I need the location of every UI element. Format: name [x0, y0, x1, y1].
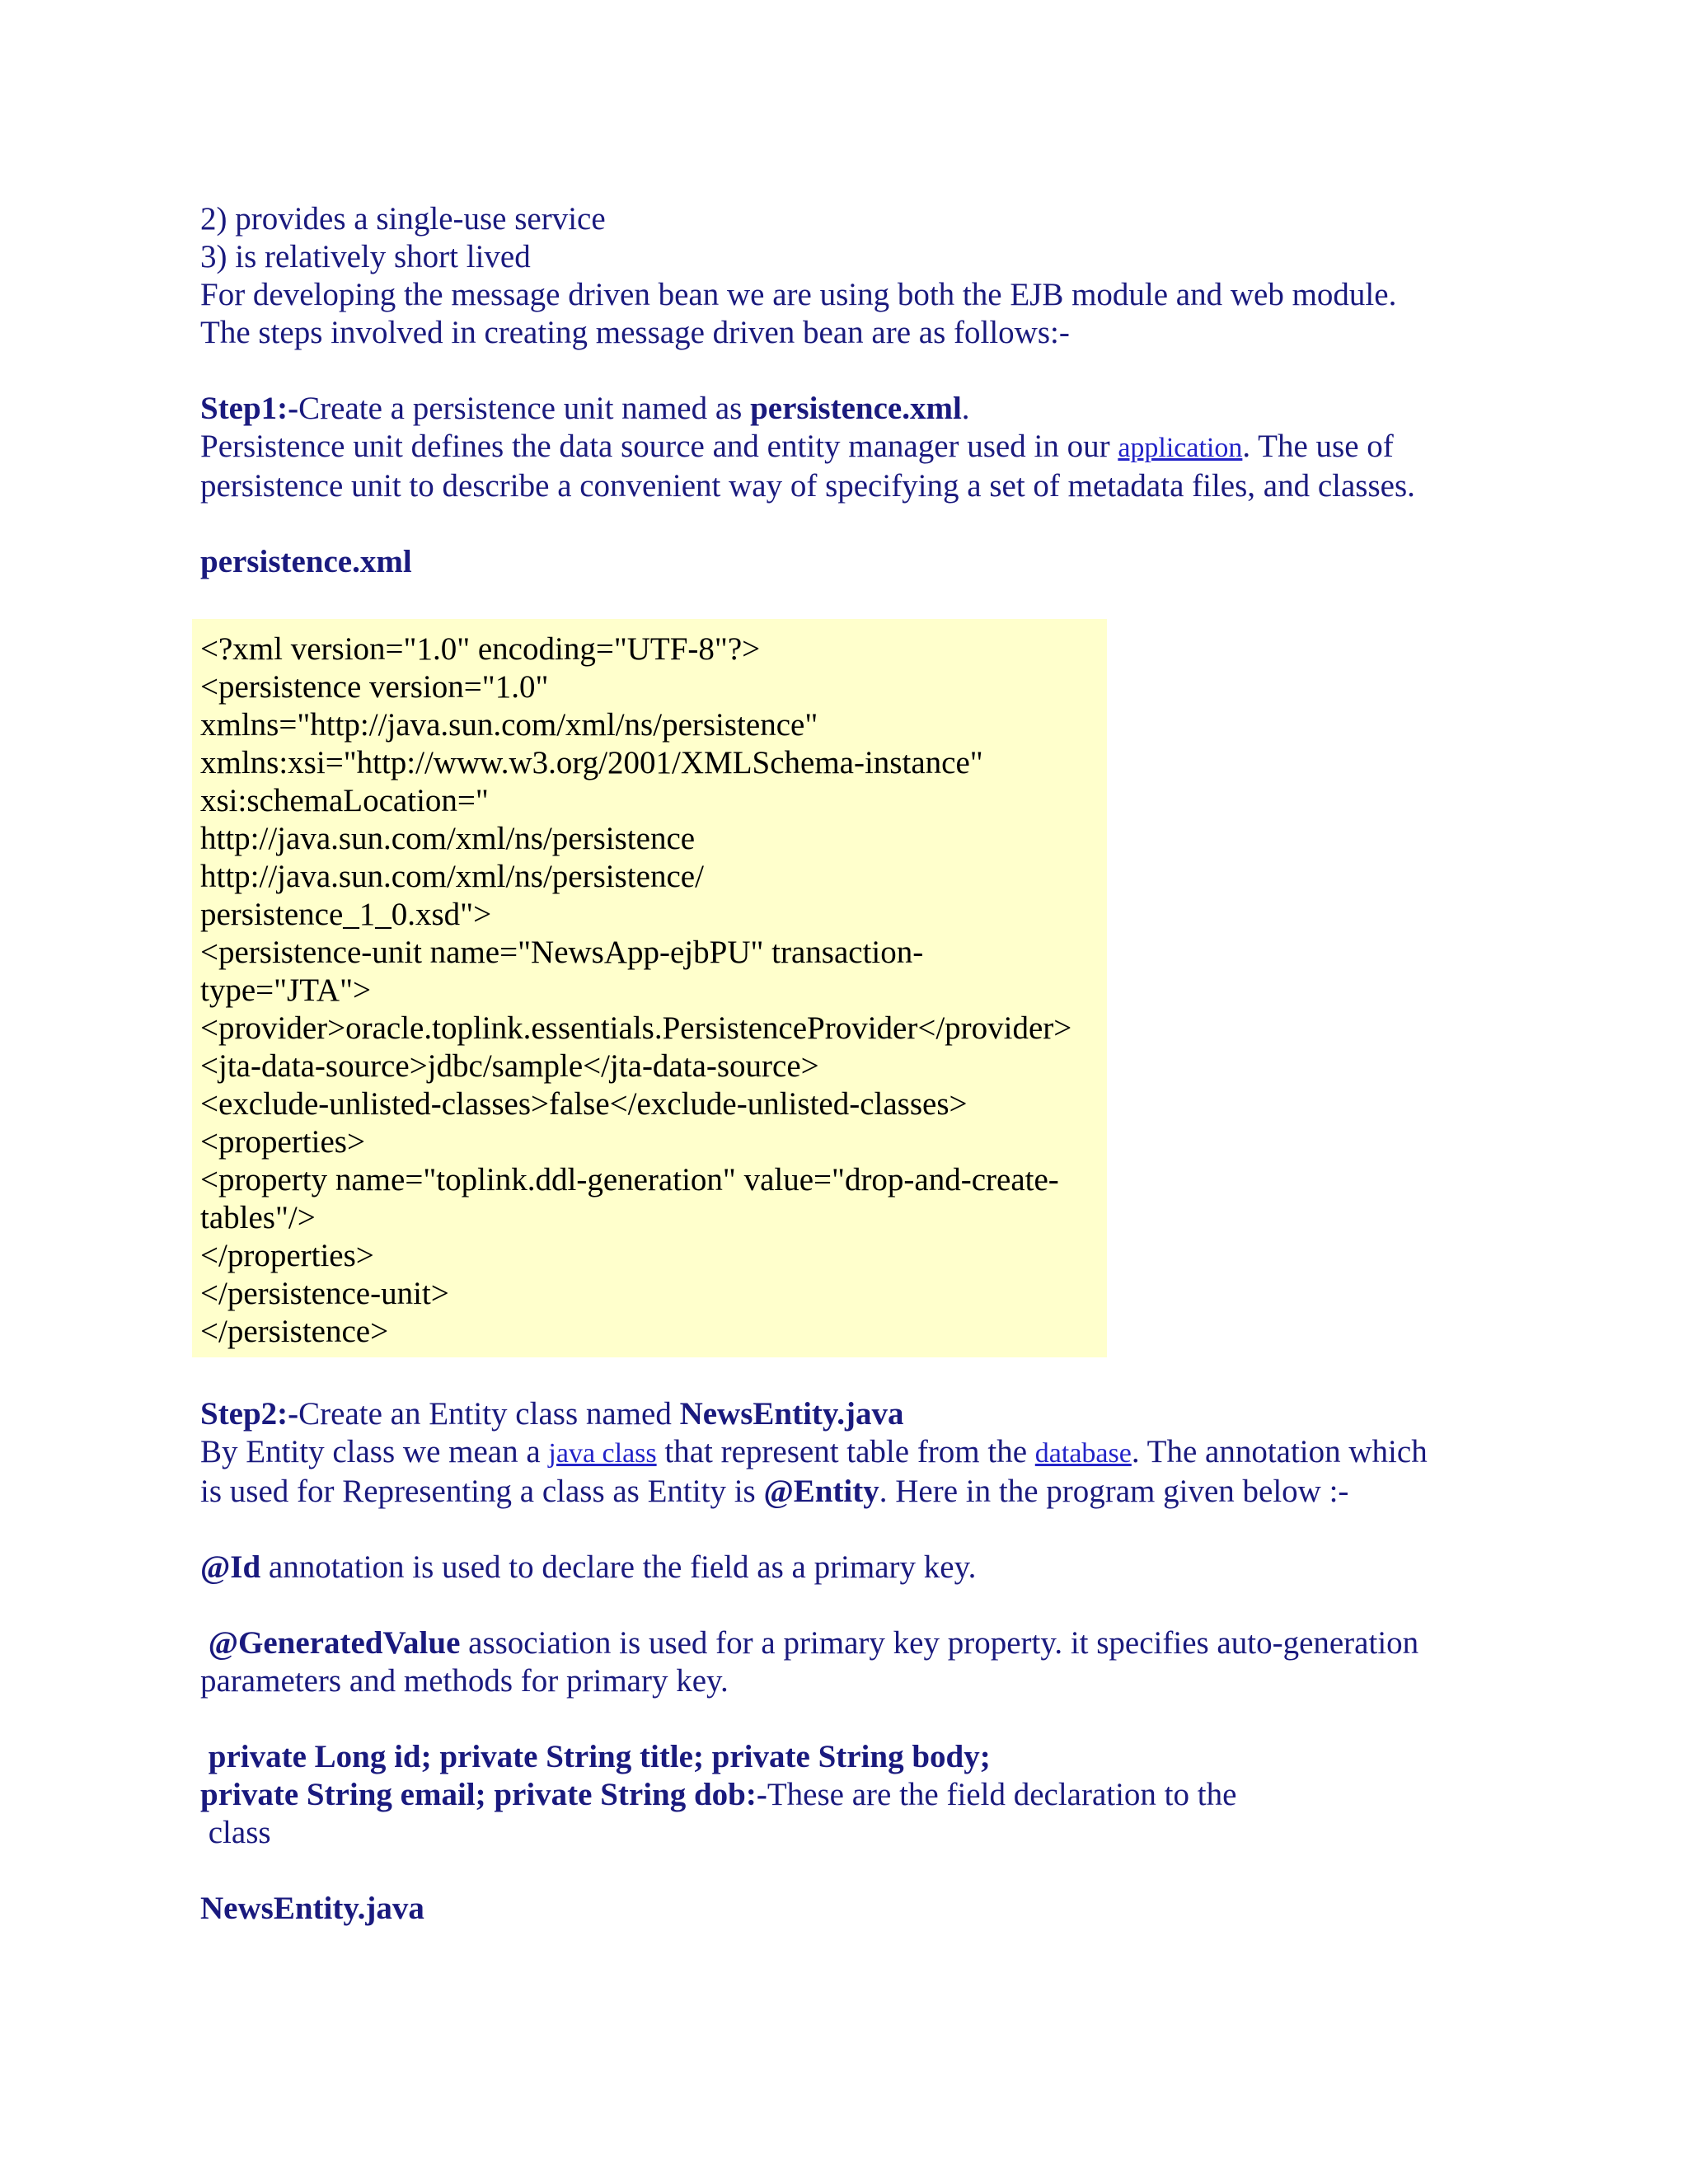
step1-heading	[200, 390, 1519, 428]
generated-value-annotation: @GeneratedValue	[200, 1625, 461, 1661]
generated-value-text: association is used for a primary key property. it specifies auto-generation	[460, 1625, 1419, 1661]
step2-label: Step2:-	[200, 1396, 299, 1432]
code-line: <persistence version="1.0"	[200, 669, 549, 705]
step1-desc-line-1	[200, 428, 1519, 467]
fields-line-1: private Long id; private String title; private String body;	[200, 1739, 991, 1774]
step2-desc-line-1	[200, 1433, 1519, 1473]
generated-value-line-2: parameters and methods for primary key.	[200, 1663, 729, 1699]
code-line: xmlns:xsi="http://www.w3.org/2001/XMLSchema-instance"	[200, 745, 983, 780]
id-annotation: @Id	[200, 1549, 261, 1585]
spacer	[200, 1511, 1519, 1549]
step1-period: .	[961, 391, 970, 426]
code-line: </properties>	[200, 1238, 374, 1273]
step2-desc-line-2	[200, 1473, 1519, 1511]
entity-annotation: @Entity	[763, 1474, 879, 1509]
id-annotation-text: annotation is used to declare the field as a primary key.	[260, 1549, 977, 1585]
database-link[interactable]: database	[1034, 1438, 1132, 1469]
code-line: </persistence-unit>	[200, 1276, 449, 1311]
code-line: http://java.sun.com/xml/ns/persistence	[200, 821, 696, 856]
code-line: http://java.sun.com/xml/ns/persistence/	[200, 859, 704, 894]
spacer	[200, 505, 1519, 543]
application-link[interactable]: application	[1118, 433, 1243, 463]
code-line: <property name="toplink.ddl-generation" value="drop-and-create-	[200, 1162, 1059, 1197]
code-line: <persistence-unit name="NewsApp-ejbPU" transaction-	[200, 935, 924, 970]
step1-desc-b: . The use of	[1242, 429, 1394, 464]
intro-line-4: The steps involved in creating message driven bean are as follows:-	[200, 315, 1070, 350]
spacer	[200, 352, 1519, 390]
code-line: <provider>oracle.toplink.essentials.PersistenceProvider</provider>	[200, 1010, 1072, 1046]
step2-desc-a: By Entity class we mean a	[200, 1434, 549, 1469]
step1-label: Step1:-	[200, 391, 299, 426]
code-line: </persistence>	[200, 1314, 389, 1349]
step1-filename: persistence.xml	[750, 391, 962, 426]
code-line: xmlns="http://java.sun.com/xml/ns/persistence"	[200, 707, 818, 743]
code-line: type="JTA">	[200, 972, 372, 1008]
fields-line-2	[200, 1776, 1519, 1814]
news-entity-heading: NewsEntity.java	[200, 1891, 424, 1926]
persistence-xml-code-block	[192, 619, 1107, 1357]
step1-text: Create a persistence unit named as	[298, 391, 751, 426]
spacer	[200, 1357, 1519, 1395]
spacer	[200, 1852, 1519, 1890]
step2-desc-e: . Here in the program given below :-	[879, 1474, 1349, 1509]
code-line: xsi:schemaLocation="	[200, 783, 489, 818]
intro-line-3: For developing the message driven bean we are using both the EJB module and web module.	[200, 277, 1397, 312]
step2-desc-b: that represent table from the	[656, 1434, 1035, 1469]
code-line: <exclude-unlisted-classes>false</exclude-unlisted-classes>	[200, 1086, 968, 1122]
step2-desc-d: is used for Representing a class as Entity is	[200, 1474, 764, 1509]
code-line: persistence_1_0.xsd">	[200, 897, 492, 932]
spacer	[200, 1700, 1519, 1738]
generated-value-para	[200, 1624, 1519, 1662]
step1-desc-a: Persistence unit defines the data source and entity manager used in our	[200, 429, 1118, 464]
persistence-xml-heading: persistence.xml	[200, 544, 412, 579]
fields-line-3: class	[200, 1815, 271, 1850]
intro-line-1: 2) provides a single-use service	[200, 201, 606, 237]
step2-filename: NewsEntity.java	[679, 1396, 904, 1432]
code-line: <jta-data-source>jdbc/sample</jta-data-source>	[200, 1048, 819, 1084]
step2-text: Create an Entity class named	[298, 1396, 680, 1432]
intro-line-2: 3) is relatively short lived	[200, 239, 531, 274]
step2-desc-c: . The annotation which	[1131, 1434, 1428, 1469]
step1-desc-line-2: persistence unit to describe a convenient way of specifying a set of metadata files, and classes.	[200, 468, 1415, 504]
fields-line-2-bold: private String email; private String dob:-	[200, 1777, 767, 1812]
code-line: <properties>	[200, 1124, 365, 1160]
document-page	[200, 200, 1519, 1928]
java-class-link[interactable]: java class	[548, 1438, 657, 1469]
spacer	[200, 581, 1519, 619]
step2-heading	[200, 1395, 1519, 1433]
spacer	[200, 1586, 1519, 1624]
id-annotation-para	[200, 1549, 1519, 1586]
code-line: tables"/>	[200, 1200, 316, 1235]
code-line: <?xml version="1.0" encoding="UTF-8"?>	[200, 631, 761, 667]
fields-line-2-text: These are the field declaration to the	[767, 1777, 1237, 1812]
